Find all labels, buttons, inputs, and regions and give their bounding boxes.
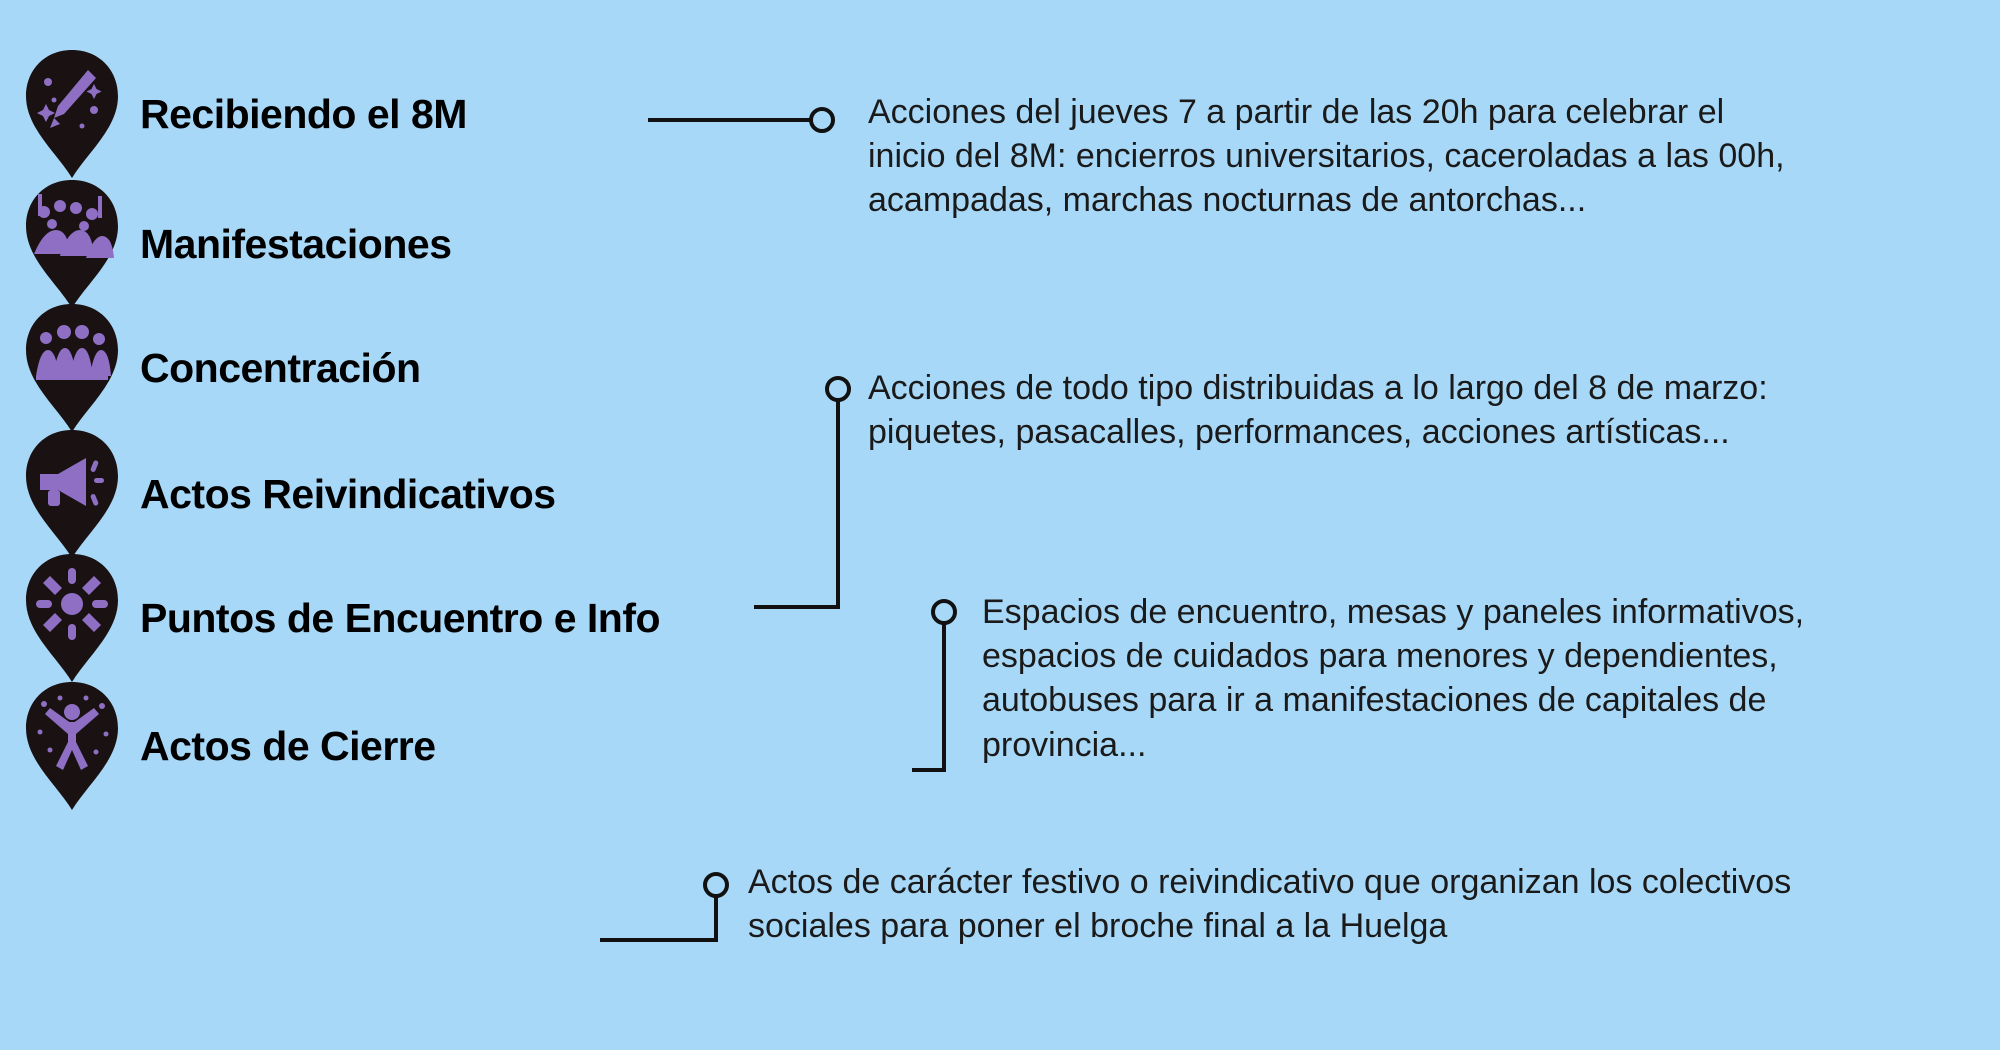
description-espacios: Espacios de encuentro, mesas y paneles informativos, espacios de cuidados para menores y dependientes, autobuses para ir a manifestaciones de capitales de provincia... xyxy=(982,593,1805,764)
legend-item-puntos-de-encuentro-e-info[interactable] xyxy=(20,552,660,684)
legend-item-recibiendo-el-8m[interactable] xyxy=(20,48,467,180)
connector-endpoint-espacios xyxy=(933,601,955,623)
description-cierre: Actos de carácter festivo o reivindicativo que organizan los colectivos sociales para poner el broche final a la Huelga xyxy=(748,863,1792,946)
legend-item-actos-reivindicativos[interactable] xyxy=(20,428,556,560)
legend-item-label: Puntos de Encuentro e Info xyxy=(140,594,661,641)
legend-item-label: Manifestaciones xyxy=(140,220,452,267)
connector-espacios xyxy=(912,623,944,770)
legend-item-actos-de-cierre[interactable] xyxy=(20,680,436,812)
connector-acciones xyxy=(754,400,838,607)
legend-item-label: Actos de Cierre xyxy=(140,722,436,769)
legend-item-label: Concentración xyxy=(140,344,421,391)
connector-endpoint-acciones xyxy=(827,378,849,400)
legend-item-label: Actos Reivindicativos xyxy=(140,470,556,517)
crowd-march-icon xyxy=(20,178,124,310)
description-recibiendo: Acciones del jueves 7 a partir de las 20h para celebrar el inicio del 8M: encierros universitarios, caceroladas a las 00h, acampadas, marchas nocturnas de antorchas... xyxy=(868,93,1785,220)
connector-endpoint-recibiendo xyxy=(811,109,833,131)
connector-endpoint-cierre xyxy=(705,874,727,896)
celebration-person-icon xyxy=(20,680,124,812)
description-acciones: Acciones de todo tipo distribuidas a lo largo del 8 de marzo: piquetes, pasacalles, performances, acciones artísticas... xyxy=(868,369,1768,452)
people-group-icon xyxy=(20,302,124,434)
connector-cierre xyxy=(600,896,716,940)
legend-item-label: Recibiendo el 8M xyxy=(140,90,467,137)
legend-item-concentracion[interactable] xyxy=(20,302,421,434)
meeting-point-icon xyxy=(20,552,124,684)
legend-item-manifestaciones[interactable] xyxy=(20,178,452,310)
firework-rocket-icon xyxy=(20,48,124,180)
megaphone-icon xyxy=(20,428,124,560)
